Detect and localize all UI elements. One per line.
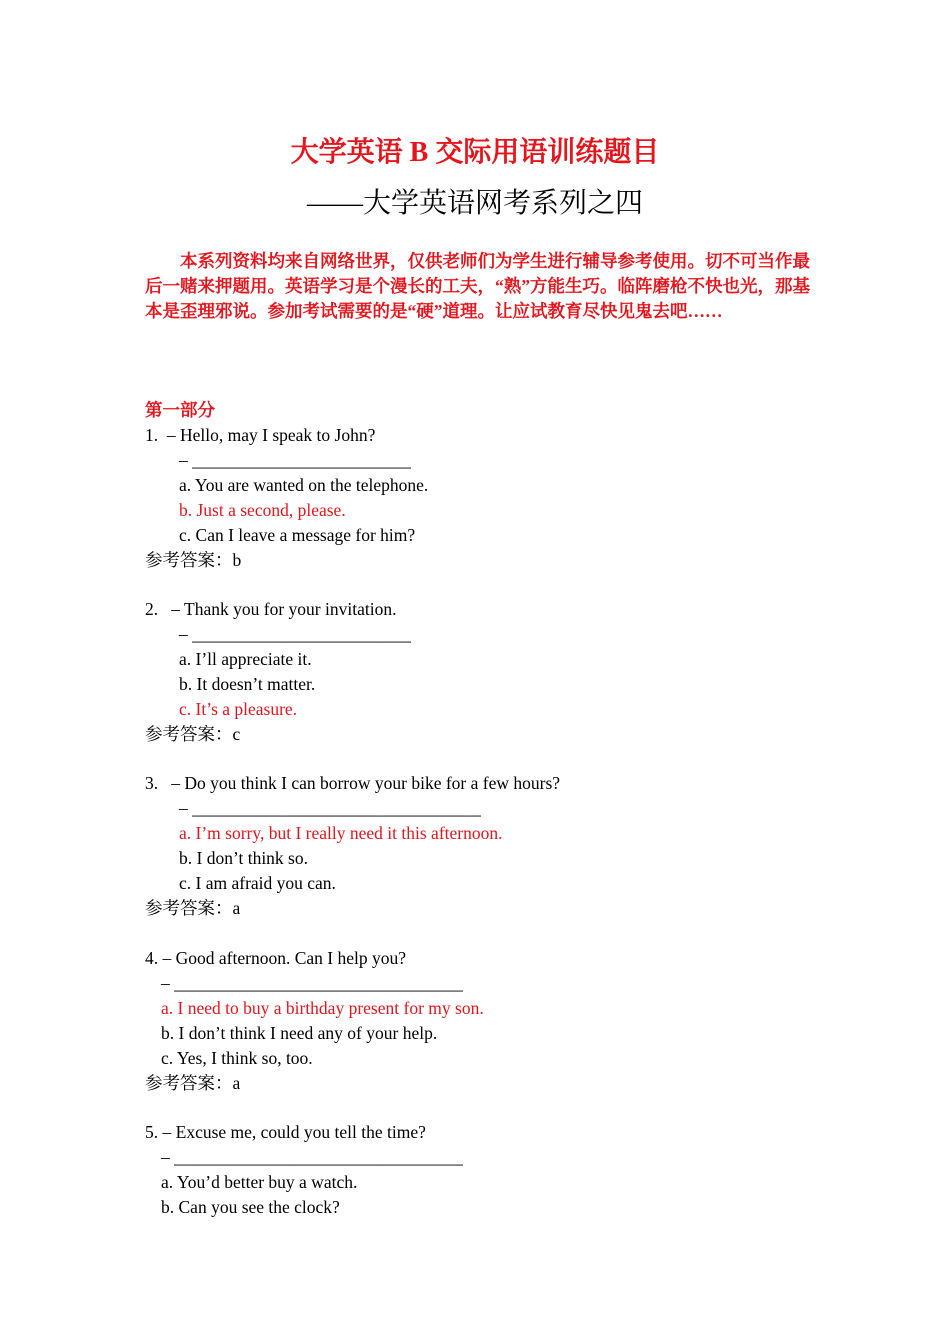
question-3-answer: 参考答案：a	[145, 898, 241, 918]
intro-paragraph: 本系列资料均来自网络世界，仅供老师们为学生进行辅导参考使用。切不可当作最后一赌来押题用。英语学习是个漫长的工夫，“熟”方能生巧。临阵磨枪不快也光，那基本是歪理邪说。参加考试需要的是“硬”道理。让应试教育尽快见鬼去吧……	[145, 251, 810, 321]
question-1-prompt: 1. – Hello, may I speak to John?	[145, 425, 376, 445]
question-4-option-c: c. Yes, I think so, too.	[161, 1048, 313, 1068]
question-3-option-c: c. I am afraid you can.	[179, 873, 336, 893]
question-2-option-b: b. It doesn’t matter.	[179, 674, 316, 694]
question-5-option-b: b. Can you see the clock?	[161, 1197, 340, 1217]
question-2-prompt: 2. – Thank you for your invitation.	[145, 599, 397, 619]
question-1-option-a: a. You are wanted on the telephone.	[179, 475, 429, 495]
question-3-prompt: 3. – Do you think I can borrow your bike for a few hours?	[145, 773, 561, 793]
question-5-blank: – _________________________________	[161, 1147, 463, 1167]
question-1-answer: 参考答案：b	[145, 550, 242, 570]
section-title: 第一部分	[145, 400, 215, 420]
document-subtitle: ——大学英语网考系列之四	[306, 188, 643, 219]
question-3-blank: – _________________________________	[179, 798, 481, 818]
question-1-option-c: c. Can I leave a message for him?	[179, 525, 416, 545]
question-2-blank: – _________________________	[179, 624, 411, 644]
question-5-prompt: 5. – Excuse me, could you tell the time?	[145, 1122, 426, 1142]
question-5-option-a: a. You’d better buy a watch.	[161, 1172, 358, 1192]
question-4-prompt: 4. – Good afternoon. Can I help you?	[145, 948, 406, 968]
question-4-answer: 参考答案：a	[145, 1073, 241, 1093]
question-2-option-a: a. I’ll appreciate it.	[179, 649, 312, 669]
document-title: 大学英语 B 交际用语训练题目	[290, 137, 660, 168]
question-3-option-b: b. I don’t think so.	[179, 848, 308, 868]
question-2-option-c-correct: c. It’s a pleasure.	[179, 699, 298, 719]
question-4-option-a-correct: a. I need to buy a birthday present for my son.	[161, 998, 484, 1018]
question-2-answer: 参考答案：c	[145, 724, 241, 744]
question-1-option-b-correct: b. Just a second, please.	[179, 500, 346, 520]
question-4-option-b: b. I don’t think I need any of your help.	[161, 1023, 438, 1043]
question-1-blank: – _________________________	[179, 450, 411, 470]
question-4-blank: – _________________________________	[161, 973, 463, 993]
question-3-option-a-correct: a. I’m sorry, but I really need it this afternoon.	[179, 823, 503, 843]
